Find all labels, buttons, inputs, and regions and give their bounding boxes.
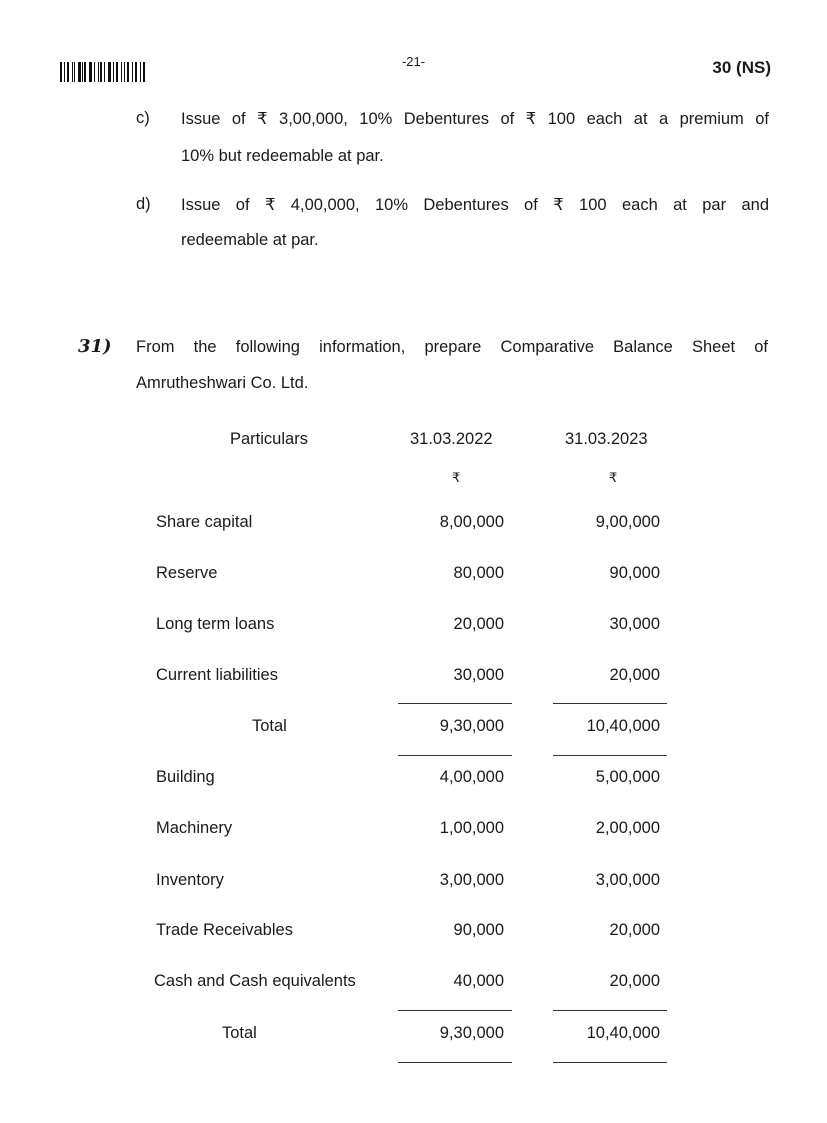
total1-value-2023: 10,40,000 [586,717,660,735]
value-trade-receivables-2023: 20,000 [609,921,660,939]
value-long-term-loans-2023: 30,000 [609,615,660,633]
option-c-line1: Issue of ₹ 3,00,000, 10% Debentures of ₹ 100 each at a premium of [181,110,769,128]
value-trade-receivables-2022: 90,000 [453,921,504,939]
paper-code: 30 (NS) [712,58,771,77]
value-inventory-2022: 3,00,000 [439,871,504,889]
question-line1: From the following information, prepare Comparative Balance Sheet of [136,338,768,356]
value-share-capital-2022: 8,00,000 [439,513,504,531]
rule-above-total2-col2 [553,1010,667,1011]
row-label-cash-equivalents: Cash and Cash equivalents [154,972,356,990]
option-letter-d: d) [136,195,151,213]
row-label-building: Building [156,768,215,786]
value-cash-equivalents-2023: 20,000 [609,972,660,990]
value-machinery-2022: 1,00,000 [439,819,504,837]
row-label-current-liabilities: Current liabilities [156,666,278,684]
question-line2: Amrutheshwari Co. Ltd. [136,374,309,392]
option-letter-c: c) [136,109,150,127]
question-number: 31) [78,336,112,357]
rule-below-total1-col1 [398,755,512,756]
total2-label: Total [222,1024,257,1042]
row-label-trade-receivables: Trade Receivables [156,921,293,939]
total2-value-2022: 9,30,000 [439,1024,504,1042]
value-building-2023: 5,00,000 [595,768,660,786]
value-share-capital-2023: 9,00,000 [595,513,660,531]
total1-value-2022: 9,30,000 [439,717,504,735]
row-label-inventory: Inventory [156,871,224,889]
header-col-2022: 31.03.2022 [410,430,493,448]
header-particulars: Particulars [230,430,308,448]
row-label-long-term-loans: Long term loans [156,615,275,633]
value-current-liabilities-2023: 20,000 [609,666,660,684]
rule-below-total2-col2 [553,1062,667,1063]
currency-col-2022: ₹ [452,470,461,485]
option-c-line2: 10% but redeemable at par. [181,147,384,165]
rule-above-total1-col2 [553,703,667,704]
value-building-2022: 4,00,000 [439,768,504,786]
total2-value-2023: 10,40,000 [586,1024,660,1042]
total1-label: Total [252,717,287,735]
value-reserve-2022: 80,000 [453,564,504,582]
rule-below-total2-col1 [398,1062,512,1063]
row-label-share-capital: Share capital [156,513,253,531]
row-label-reserve: Reserve [156,564,218,582]
value-current-liabilities-2022: 30,000 [453,666,504,684]
option-d-line2: redeemable at par. [181,231,319,249]
value-long-term-loans-2022: 20,000 [453,615,504,633]
page-number: -21- [401,54,426,69]
rule-above-total1-col1 [398,703,512,704]
value-reserve-2023: 90,000 [609,564,660,582]
rule-above-total2-col1 [398,1010,512,1011]
value-cash-equivalents-2022: 40,000 [453,972,504,990]
value-inventory-2023: 3,00,000 [595,871,660,889]
value-machinery-2023: 2,00,000 [595,819,660,837]
row-label-machinery: Machinery [156,819,233,837]
header-col-2023: 31.03.2023 [565,430,648,448]
option-d-line1: Issue of ₹ 4,00,000, 10% Debentures of ₹ 100 each at par and [181,196,769,214]
rule-below-total1-col2 [553,755,667,756]
currency-col-2023: ₹ [609,470,618,485]
